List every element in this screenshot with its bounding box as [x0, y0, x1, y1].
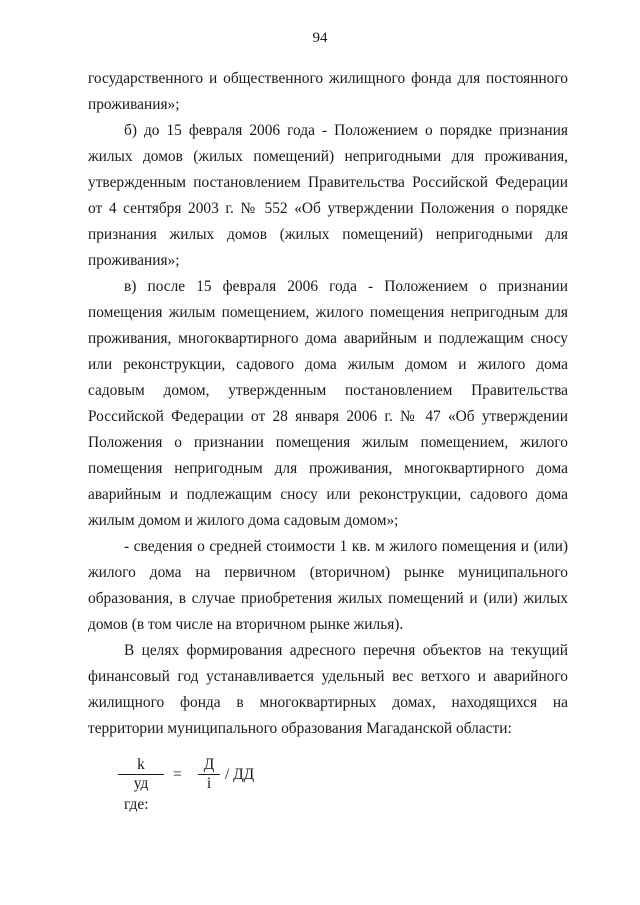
paragraph: б) до 15 февраля 2006 года - Положением о порядке признания жилых домов (жилых помещений) непригодными для проживания, утвержденным постановлением Правительства Российской Федерации от 4 сентября 2003 г. № 552 «Об утверждении Положения о порядке признания жилых домов (жилых помещений) непригодными для проживания»; — [88, 122, 568, 269]
formula-denominator: уд — [133, 775, 149, 792]
formula-fraction-right — [198, 756, 220, 793]
paragraph: в) после 15 февраля 2006 года - Положением о признании помещения жилым помещением, жилого помещения непригодным для проживания, многоквартирного дома аварийным и подлежащим сносу или реконструкции, садового дома жилым домом и жилого дома садовым домом, утвержденным постановлением Правительства Российской Федерации от 28 января 2006 г. № 47 «Об утверждении Положения о признании помещения жилым помещением, жилого помещения непригодным для проживания, многоквартирного дома аварийным и подлежащим сносу или реконструкции, садового дома жилым домом и жилого дома садовым домом»; — [88, 278, 568, 529]
paragraph: государственного и общественного жилищного фонда для постоянного проживания»; — [88, 70, 568, 113]
formula-denominator: i — [206, 775, 212, 792]
body-text — [88, 66, 568, 742]
formula-fraction-left — [118, 756, 164, 793]
formula-numerator: Д — [203, 756, 215, 773]
paragraph: В целях формирования адресного перечня объектов на текущий финансовый год устанавливается удельный вес ветхого и аварийного жилищного фонда в многоквартирных домах, находящихся на территории муниципального образования Магаданской области: — [88, 642, 568, 737]
where-label: где: — [124, 796, 149, 813]
paragraph: - сведения о средней стоимости 1 кв. м жилого помещения и (или) жилого дома на первичном (вторичном) рынке муниципального образования, в случае приобретения жилых помещений и (или) жилых домов (в том числе на вторичном рынке жилья). — [88, 538, 568, 633]
formula-equals: = — [173, 766, 182, 783]
formula-divisor: / ДД — [225, 766, 255, 783]
page-number: 94 — [312, 30, 328, 46]
formula-numerator: k — [137, 756, 145, 773]
